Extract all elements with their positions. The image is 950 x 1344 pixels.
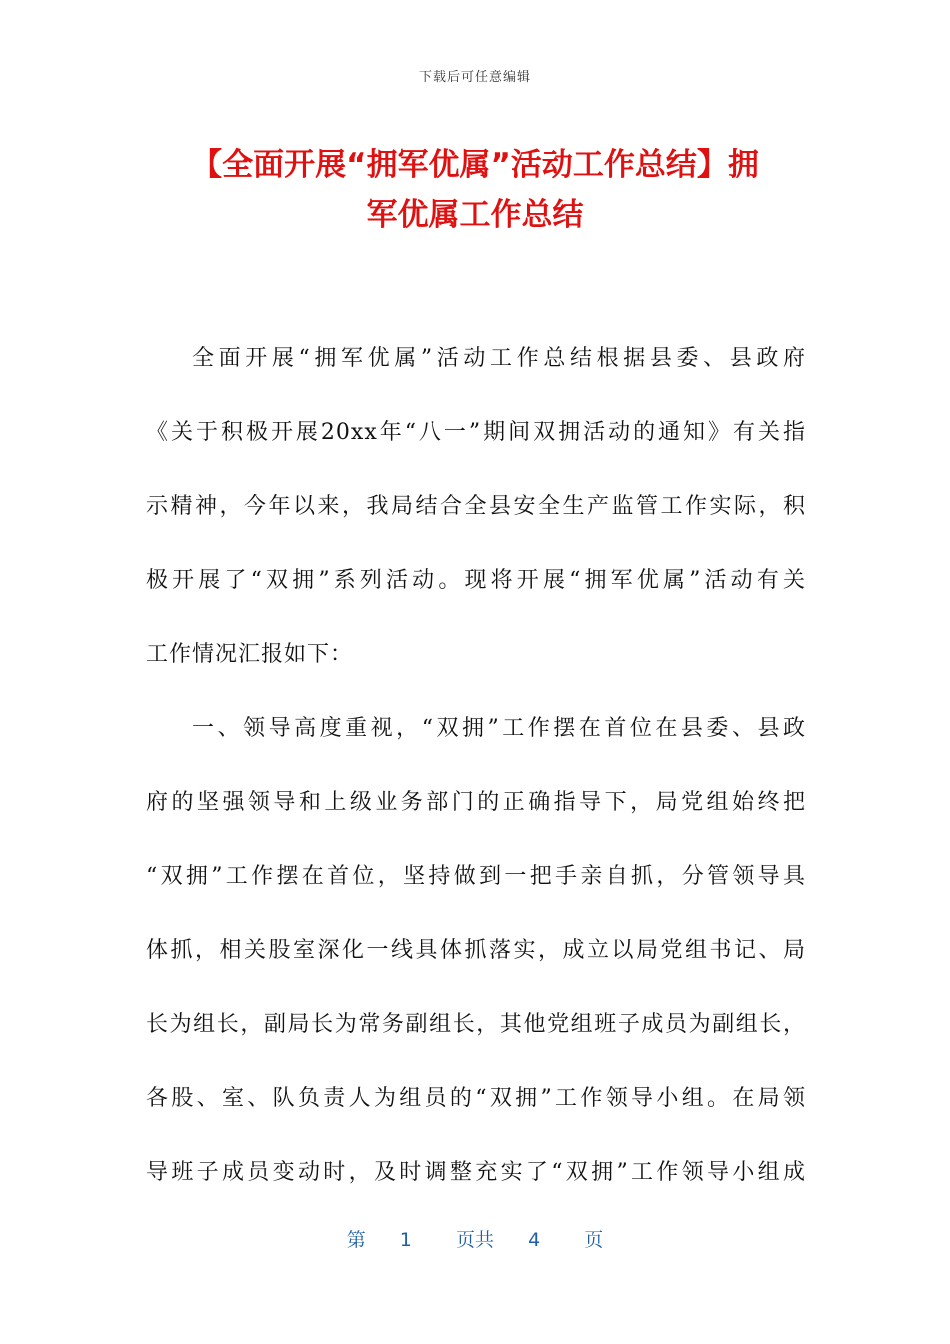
- body-line: 导班子成员变动时，及时调整充实了“双拥”工作领导小组成: [146, 1160, 806, 1185]
- body-line: “双拥”工作摆在首位，坚持做到一把手亲自抓，分管领导具: [146, 864, 806, 889]
- header-note: 下载后可任意编辑: [418, 70, 531, 85]
- body-line: 极开展了“双拥”系列活动。现将开展“拥军优属”活动有关: [146, 568, 806, 593]
- body-line: 府的坚强领导和上级业务部门的正确指导下，局党组始终把: [146, 790, 806, 815]
- body-line: 各股、室、队负责人为组员的“双拥”工作领导小组。在局领: [146, 1086, 806, 1111]
- body-line: 工作情况汇报如下：: [146, 642, 354, 667]
- current-page-number: 1: [399, 1229, 412, 1251]
- body-line: 《关于积极开展20xx年“八一”期间双拥活动的通知》有关指: [146, 420, 806, 445]
- footer-middle: 页共: [455, 1229, 494, 1251]
- body-line: 长为组长，副局长为常务副组长，其他党组班子成员为副组长，: [146, 1012, 806, 1037]
- title-line-2: 军优属工作总结: [366, 197, 584, 233]
- body-line: 体抓，相关股室深化一线具体抓落实，成立以局党组书记、局: [146, 938, 806, 963]
- footer-suffix: 页: [584, 1229, 604, 1251]
- document-title: [140, 140, 810, 240]
- body-line: 全面开展“拥军优属”活动工作总结根据县委、县政府: [192, 346, 806, 371]
- footer-prefix: 第: [346, 1229, 366, 1251]
- total-pages-number: 4: [528, 1229, 541, 1251]
- title-line-1: 【全面开展“拥军优属”活动工作总结】拥: [191, 147, 759, 183]
- page-footer: [0, 1225, 950, 1252]
- body-line: 示精神，今年以来，我局结合全县安全生产监管工作实际，积: [146, 494, 806, 519]
- document-body: [146, 322, 806, 1210]
- body-line: 一、领导高度重视，“双拥”工作摆在首位在县委、县政: [192, 716, 806, 741]
